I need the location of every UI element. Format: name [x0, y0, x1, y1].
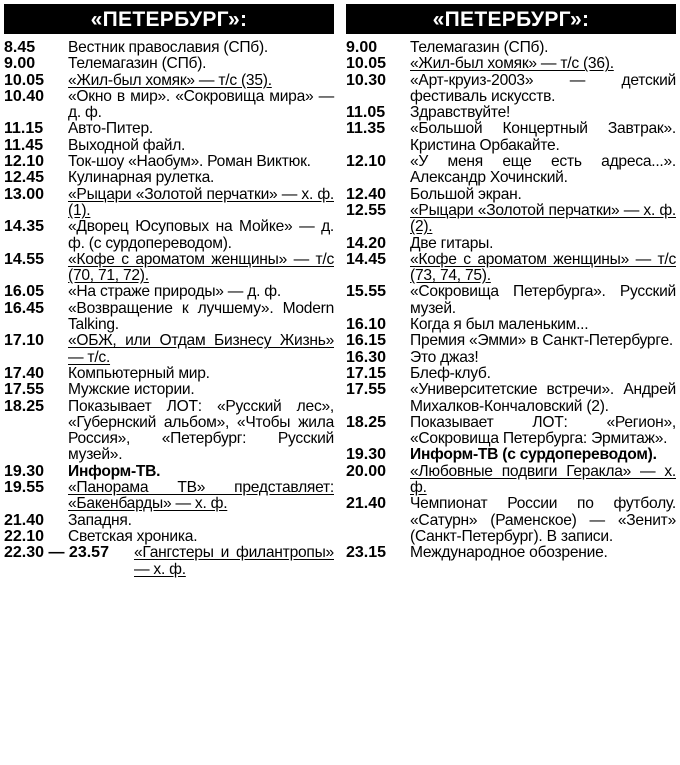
program-time: 14.35 — [4, 218, 45, 236]
program-entry — [346, 382, 676, 415]
program-entry — [346, 236, 676, 252]
program-title: Блеф-клуб. — [410, 364, 491, 382]
program-title: «Кофе с ароматом женщины» — т/с (70, 71, 72). — [68, 250, 334, 285]
program-entry — [4, 170, 334, 186]
program-list — [346, 40, 676, 562]
program-entry — [346, 415, 676, 448]
program-title: «На страже природы» — д. ф. — [68, 283, 281, 301]
program-time: 17.15 — [346, 364, 387, 382]
program-time: 17.55 — [346, 381, 387, 399]
program-title: Премия «Эмми» в Санкт-Петербурге. — [410, 332, 673, 350]
program-entry — [4, 219, 334, 252]
program-entry — [4, 89, 334, 122]
program-title: Информ-ТВ (с сурдопереводом). — [410, 446, 657, 464]
program-time: 16.10 — [346, 316, 387, 334]
schedule-column-right — [346, 4, 676, 562]
program-time: 11.35 — [346, 120, 386, 138]
program-title: «Сокровища Петербурга». Русский музей. — [410, 283, 676, 317]
program-entry — [346, 203, 676, 236]
program-time: 17.40 — [4, 364, 45, 382]
program-time: 15.55 — [346, 283, 387, 301]
program-title: Западня. — [68, 511, 132, 529]
program-title: Компьютерный мир. — [68, 364, 210, 382]
program-entry — [4, 480, 334, 513]
program-entry — [4, 138, 334, 154]
program-title: Авто-Питер. — [68, 120, 153, 138]
program-title: «Арт-круиз-2003» — детский фестиваль искусств. — [410, 71, 676, 105]
program-time: 18.25 — [346, 413, 387, 431]
program-entry — [4, 333, 334, 366]
program-time: 22.30 — 23.57 — [4, 544, 109, 562]
program-entry — [4, 73, 334, 89]
program-entry — [4, 399, 334, 464]
program-time: 8.45 — [4, 39, 36, 56]
program-entry — [346, 496, 676, 545]
program-entry — [4, 301, 334, 334]
program-title: «Гангстеры и филантропы» — х. ф. — [134, 544, 334, 578]
program-entry — [346, 154, 676, 187]
program-title: «Жил-был хомяк» — т/с (35). — [68, 71, 272, 89]
program-title: Выходной файл. — [68, 136, 186, 154]
program-title: «У меня еще есть адреса...». Александр Хочинский. — [410, 153, 676, 187]
program-title: Телемагазин (СПб). — [410, 39, 549, 56]
program-time: 18.25 — [4, 397, 45, 415]
program-entry — [4, 464, 334, 480]
program-time: 16.30 — [346, 348, 387, 366]
program-time: 19.30 — [4, 462, 45, 480]
channel-header: «ПЕТЕРБУРГ»: — [346, 4, 676, 34]
program-time: 12.55 — [346, 201, 387, 219]
program-title: «Жил-был хомяк» — т/с (36). — [410, 55, 614, 73]
program-entry — [4, 40, 334, 56]
program-time: 9.00 — [4, 55, 36, 73]
program-time: 12.45 — [4, 169, 45, 187]
program-entry — [4, 252, 334, 285]
program-entry — [346, 317, 676, 333]
program-entry — [4, 382, 334, 398]
program-title: «Панорама ТВ» представляет: «Бакенбарды» — х. ф. — [68, 479, 334, 513]
program-time: 17.55 — [4, 381, 45, 399]
program-title: «Дворец Юсуповых на Мойке» — д. ф. (с сурдопереводом). — [68, 218, 334, 252]
program-list — [4, 40, 334, 578]
program-title: Ток-шоу «Наобум». Роман Виктюк. — [68, 153, 311, 171]
program-time: 11.05 — [346, 104, 386, 122]
program-entry — [346, 187, 676, 203]
program-entry — [4, 529, 334, 545]
program-time: 16.15 — [346, 332, 387, 350]
program-title: «Большой Концертный Завтрак». Кристина Орбакайте. — [410, 120, 676, 154]
program-entry — [346, 284, 676, 317]
channel-header: «ПЕТЕРБУРГ»: — [4, 4, 334, 34]
program-title: Показывает ЛОТ: «Регион», «Сокровища Петербурга: Эрмитаж». — [410, 413, 676, 448]
program-entry — [346, 350, 676, 366]
program-time: 16.05 — [4, 283, 45, 301]
program-time: 20.00 — [346, 462, 387, 480]
program-title: Когда я был маленьким... — [410, 316, 589, 334]
program-title: Мужские истории. — [68, 381, 195, 399]
program-title: «Любовные подвиги Геракла» — х. ф. — [410, 462, 676, 497]
program-title: «Университетские встречи». Андрей Михалков-Кончаловский (2). — [410, 381, 676, 415]
program-entry — [4, 187, 334, 220]
program-title: «Кофе с ароматом женщины» — т/с (73, 74, 75). — [410, 250, 676, 285]
program-title: Телемагазин (СПб). — [68, 55, 207, 73]
program-entry — [346, 73, 676, 106]
schedule-column-left — [4, 4, 334, 578]
program-time: 12.10 — [346, 153, 387, 171]
program-entry — [346, 121, 676, 154]
program-title: Чемпионат России по футболу. «Сатурн» (Раменское) — «Зенит» (Санкт-Петербург). В записи. — [410, 495, 676, 545]
program-title: «Рыцари «Золотой перчатки» — х. ф. (2). — [410, 201, 676, 236]
program-entry — [346, 105, 676, 121]
program-title: Это джаз! — [410, 348, 479, 366]
program-entry — [346, 464, 676, 497]
program-time: 13.00 — [4, 185, 45, 203]
program-title: «Окно в мир». «Сокровища мира» — д. ф. — [68, 87, 334, 122]
program-time: 19.30 — [346, 446, 387, 464]
program-entry — [4, 513, 334, 529]
program-time: 22.10 — [4, 527, 45, 545]
program-time: 10.05 — [4, 71, 45, 89]
program-title: Показывает ЛОТ: «Русский лес», «Губернский альбом», «Чтобы жила Россия», «Петербург: Русский музей». — [68, 397, 334, 464]
program-time: 11.45 — [4, 136, 44, 154]
program-time: 17.10 — [4, 332, 45, 350]
program-time: 12.40 — [346, 185, 387, 203]
program-time: 14.45 — [346, 250, 387, 268]
program-entry — [346, 366, 676, 382]
program-entry — [346, 40, 676, 56]
program-title: Здравствуйте! — [410, 104, 511, 122]
program-time: 14.20 — [346, 234, 387, 252]
program-title: Кулинарная рулетка. — [68, 169, 215, 187]
program-title: Две гитары. — [410, 234, 494, 252]
program-time: 10.05 — [346, 55, 387, 73]
program-title: «Возвращение к лучшему». Modern Talking. — [68, 299, 334, 334]
program-title: Большой экран. — [410, 185, 522, 203]
program-time: 9.00 — [346, 39, 378, 56]
program-entry — [4, 121, 334, 137]
program-entry — [346, 545, 676, 561]
program-time: 21.40 — [346, 495, 387, 513]
program-time: 19.55 — [4, 479, 45, 497]
program-title: Светская хроника. — [68, 527, 198, 545]
program-time: 21.40 — [4, 511, 45, 529]
program-entry — [4, 366, 334, 382]
program-title: Информ-ТВ. — [68, 462, 161, 480]
program-entry — [4, 545, 334, 578]
program-title: «ОБЖ, или Отдам Бизнесу Жизнь» — т/с. — [68, 332, 334, 366]
program-time: 14.55 — [4, 250, 45, 268]
program-entry — [4, 284, 334, 300]
program-time: 11.15 — [4, 120, 44, 138]
program-entry — [346, 447, 676, 463]
program-title: Вестник православия (СПб). — [68, 39, 269, 56]
program-entry — [4, 56, 334, 72]
program-time: 10.40 — [4, 87, 45, 105]
program-entry — [346, 56, 676, 72]
program-title: Международное обозрение. — [410, 544, 608, 562]
program-time: 16.45 — [4, 299, 45, 317]
program-time: 12.10 — [4, 153, 45, 171]
program-entry — [346, 252, 676, 285]
program-time: 23.15 — [346, 544, 387, 562]
program-entry — [346, 333, 676, 349]
program-time: 10.30 — [346, 71, 387, 89]
program-entry — [4, 154, 334, 170]
program-title: «Рыцари «Золотой перчатки» — х. ф. (1). — [68, 185, 334, 219]
